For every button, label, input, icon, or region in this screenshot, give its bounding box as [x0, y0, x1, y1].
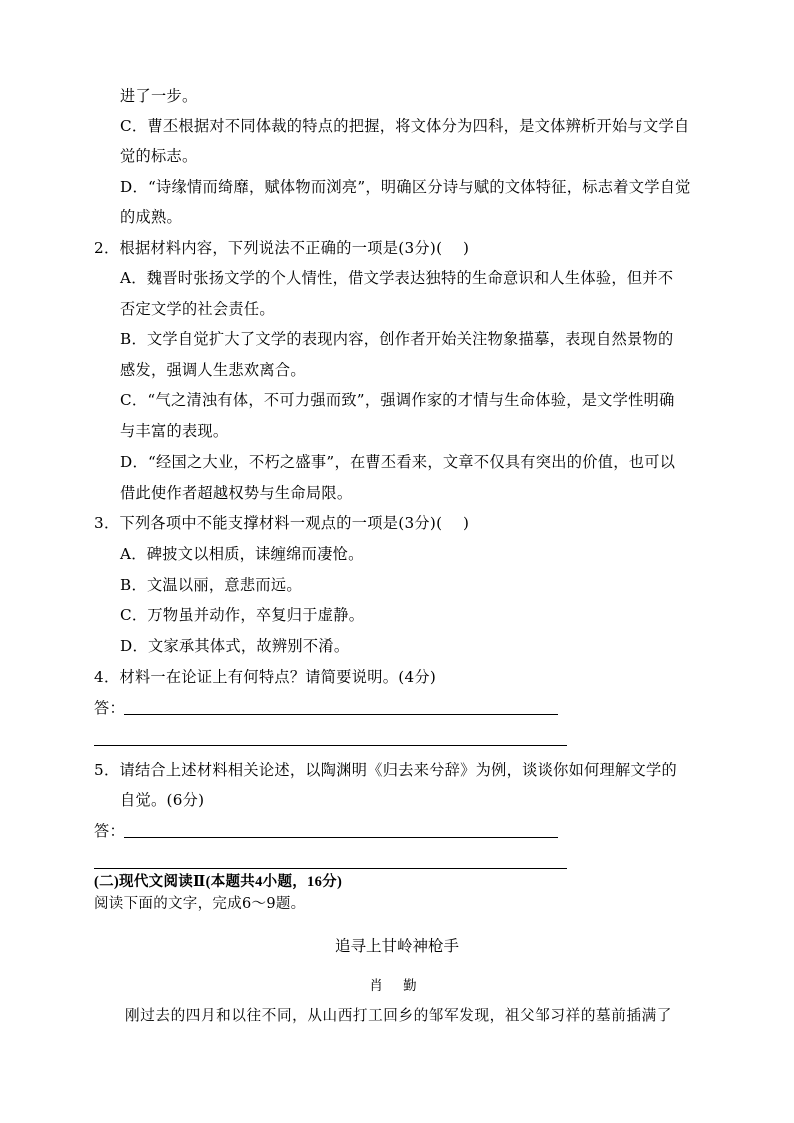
question-2: 2．根据材料内容，下列说法不正确的一项是(3分)( )	[94, 239, 470, 257]
answer-label: 答：	[94, 699, 125, 717]
text-line: 借此使作者超越权势与生命局限。	[120, 484, 353, 502]
answer-line[interactable]	[124, 714, 558, 715]
question-3: 3．下列各项中不能支撑材料一观点的一项是(3分)( )	[94, 514, 470, 532]
article-author: 肖 勤	[369, 978, 425, 994]
text-line: 的成熟。	[120, 208, 182, 226]
text-line: 否定文学的社会责任。	[120, 300, 275, 318]
answer-label: 答：	[94, 822, 125, 840]
option-d: D．“经国之大业，不朽之盛事”，在曹丕看来，文章不仅具有突出的价值，也可以	[120, 453, 676, 471]
option-a: A．碑披文以相质，诔缠绵而凄怆。	[120, 545, 364, 563]
reading-instruction: 阅读下面的文字，完成6～9题。	[94, 896, 306, 912]
text-line: 与丰富的表现。	[120, 422, 229, 440]
option-d: D．“诗缘情而绮靡，赋体物而浏亮”，明确区分诗与赋的文体特征，标志着文学自觉	[120, 178, 691, 196]
section-heading: (二)现代文阅读Ⅱ(本题共4小题，16分)	[94, 874, 343, 890]
answer-line[interactable]	[94, 745, 567, 746]
text-line: 自觉。(6分)	[120, 791, 205, 809]
article-title: 追寻上甘岭神枪手	[334, 937, 459, 955]
option-c: C．曹丕根据对不同体裁的特点的把握，将文体分为四科，是文体辨析开始与文学自	[120, 117, 690, 135]
text-line: 进了一步。	[120, 87, 198, 105]
answer-line[interactable]	[124, 837, 558, 838]
option-b: B．文温以丽，意悲而远。	[120, 576, 302, 594]
option-a: A．魏晋时张扬文学的个人情性，借文学表达独特的生命意识和人生体验，但并不	[120, 269, 674, 287]
option-c: C．“气之清浊有体，不可力强而致”，强调作家的才情与生命体验，是文学性明确	[120, 391, 675, 409]
option-b: B．文学自觉扩大了文学的表现内容，创作者开始关注物象描摹，表现自然景物的	[120, 330, 674, 348]
text-line: 觉的标志。	[120, 147, 198, 165]
article-paragraph: 刚过去的四月和以往不同，从山西打工回乡的邹军发现，祖父邹习祥的墓前插满了	[125, 1007, 672, 1024]
answer-line[interactable]	[94, 868, 567, 869]
text-line: 感发，强调人生悲欢离合。	[120, 361, 306, 379]
question-5: 5．请结合上述材料相关论述，以陶渊明《归去来兮辞》为例，谈谈你如何理解文学的	[94, 761, 677, 779]
option-c: C．万物虽并动作，卒复归于虚静。	[120, 606, 365, 624]
question-4: 4．材料一在论证上有何特点？请简要说明。(4分)	[94, 668, 437, 686]
option-d: D．文家承其体式，故辨别不淆。	[120, 637, 350, 655]
